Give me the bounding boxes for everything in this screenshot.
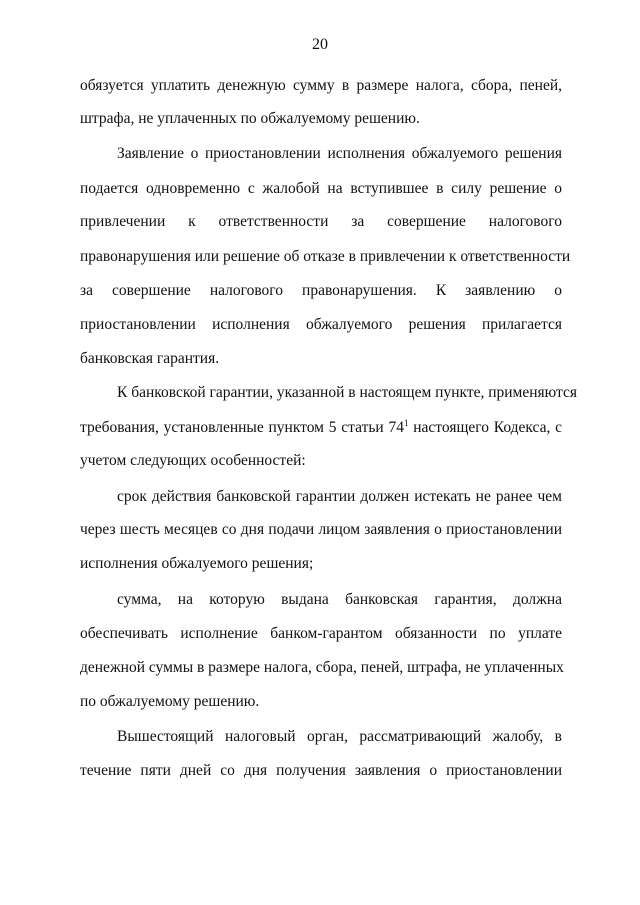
paragraph-first-line: Вышестоящий налоговый орган, рассматривающий жалобу, в <box>117 728 562 745</box>
paragraph-first-line: К банковской гарантии, указанной в настоящем пункте, применяются <box>117 384 578 401</box>
text-line: привлечении к ответственности за совершение налогового <box>80 213 562 230</box>
paragraph-first-line: срок действия банковской гарантии должен истекать не ранее чем <box>117 488 562 505</box>
text-line: за совершение налогового правонарушения. К заявлению о <box>80 282 562 299</box>
text-line: течение пяти дней со дня получения заявления о приостановлении <box>80 762 562 779</box>
text-line: денежной суммы в размере налога, сбора, пеней, штрафа, не уплаченных <box>80 659 564 676</box>
text-line: правонарушения или решение об отказе в привлечении к ответственности <box>80 248 571 265</box>
paragraph-first-line: сумма, на которую выдана банковская гарантия, должна <box>117 591 562 608</box>
text-line: обязуется уплатить денежную сумму в размере налога, сбора, пеней, <box>80 77 562 94</box>
paragraph-first-line: Заявление о приостановлении исполнения обжалуемого решения <box>117 145 562 162</box>
reference-text: требования, установленные пунктом 5 статьи 74 <box>80 419 404 436</box>
text-line: исполнения обжалуемого решения; <box>80 555 314 572</box>
text-line-with-reference <box>80 419 562 437</box>
text-line: по обжалуемому решению. <box>80 693 260 710</box>
text-line: приостановлении исполнения обжалуемого решения прилагается <box>80 316 562 333</box>
text-line: подается одновременно с жалобой на вступившее в силу решение о <box>80 180 562 197</box>
reference-text-tail: настоящего Кодекса, с <box>408 419 563 436</box>
text-line: обеспечивать исполнение банком-гарантом обязанности по уплате <box>80 625 562 642</box>
text-line: через шесть месяцев со дня подачи лицом заявления о приостановлении <box>80 521 562 538</box>
text-line: банковская гарантия. <box>80 350 220 367</box>
text-line: штрафа, не уплаченных по обжалуемому решению. <box>80 110 420 127</box>
page-number: 20 <box>312 36 328 53</box>
text-line: учетом следующих особенностей: <box>80 452 306 469</box>
article-superscript: 1 <box>403 418 409 428</box>
